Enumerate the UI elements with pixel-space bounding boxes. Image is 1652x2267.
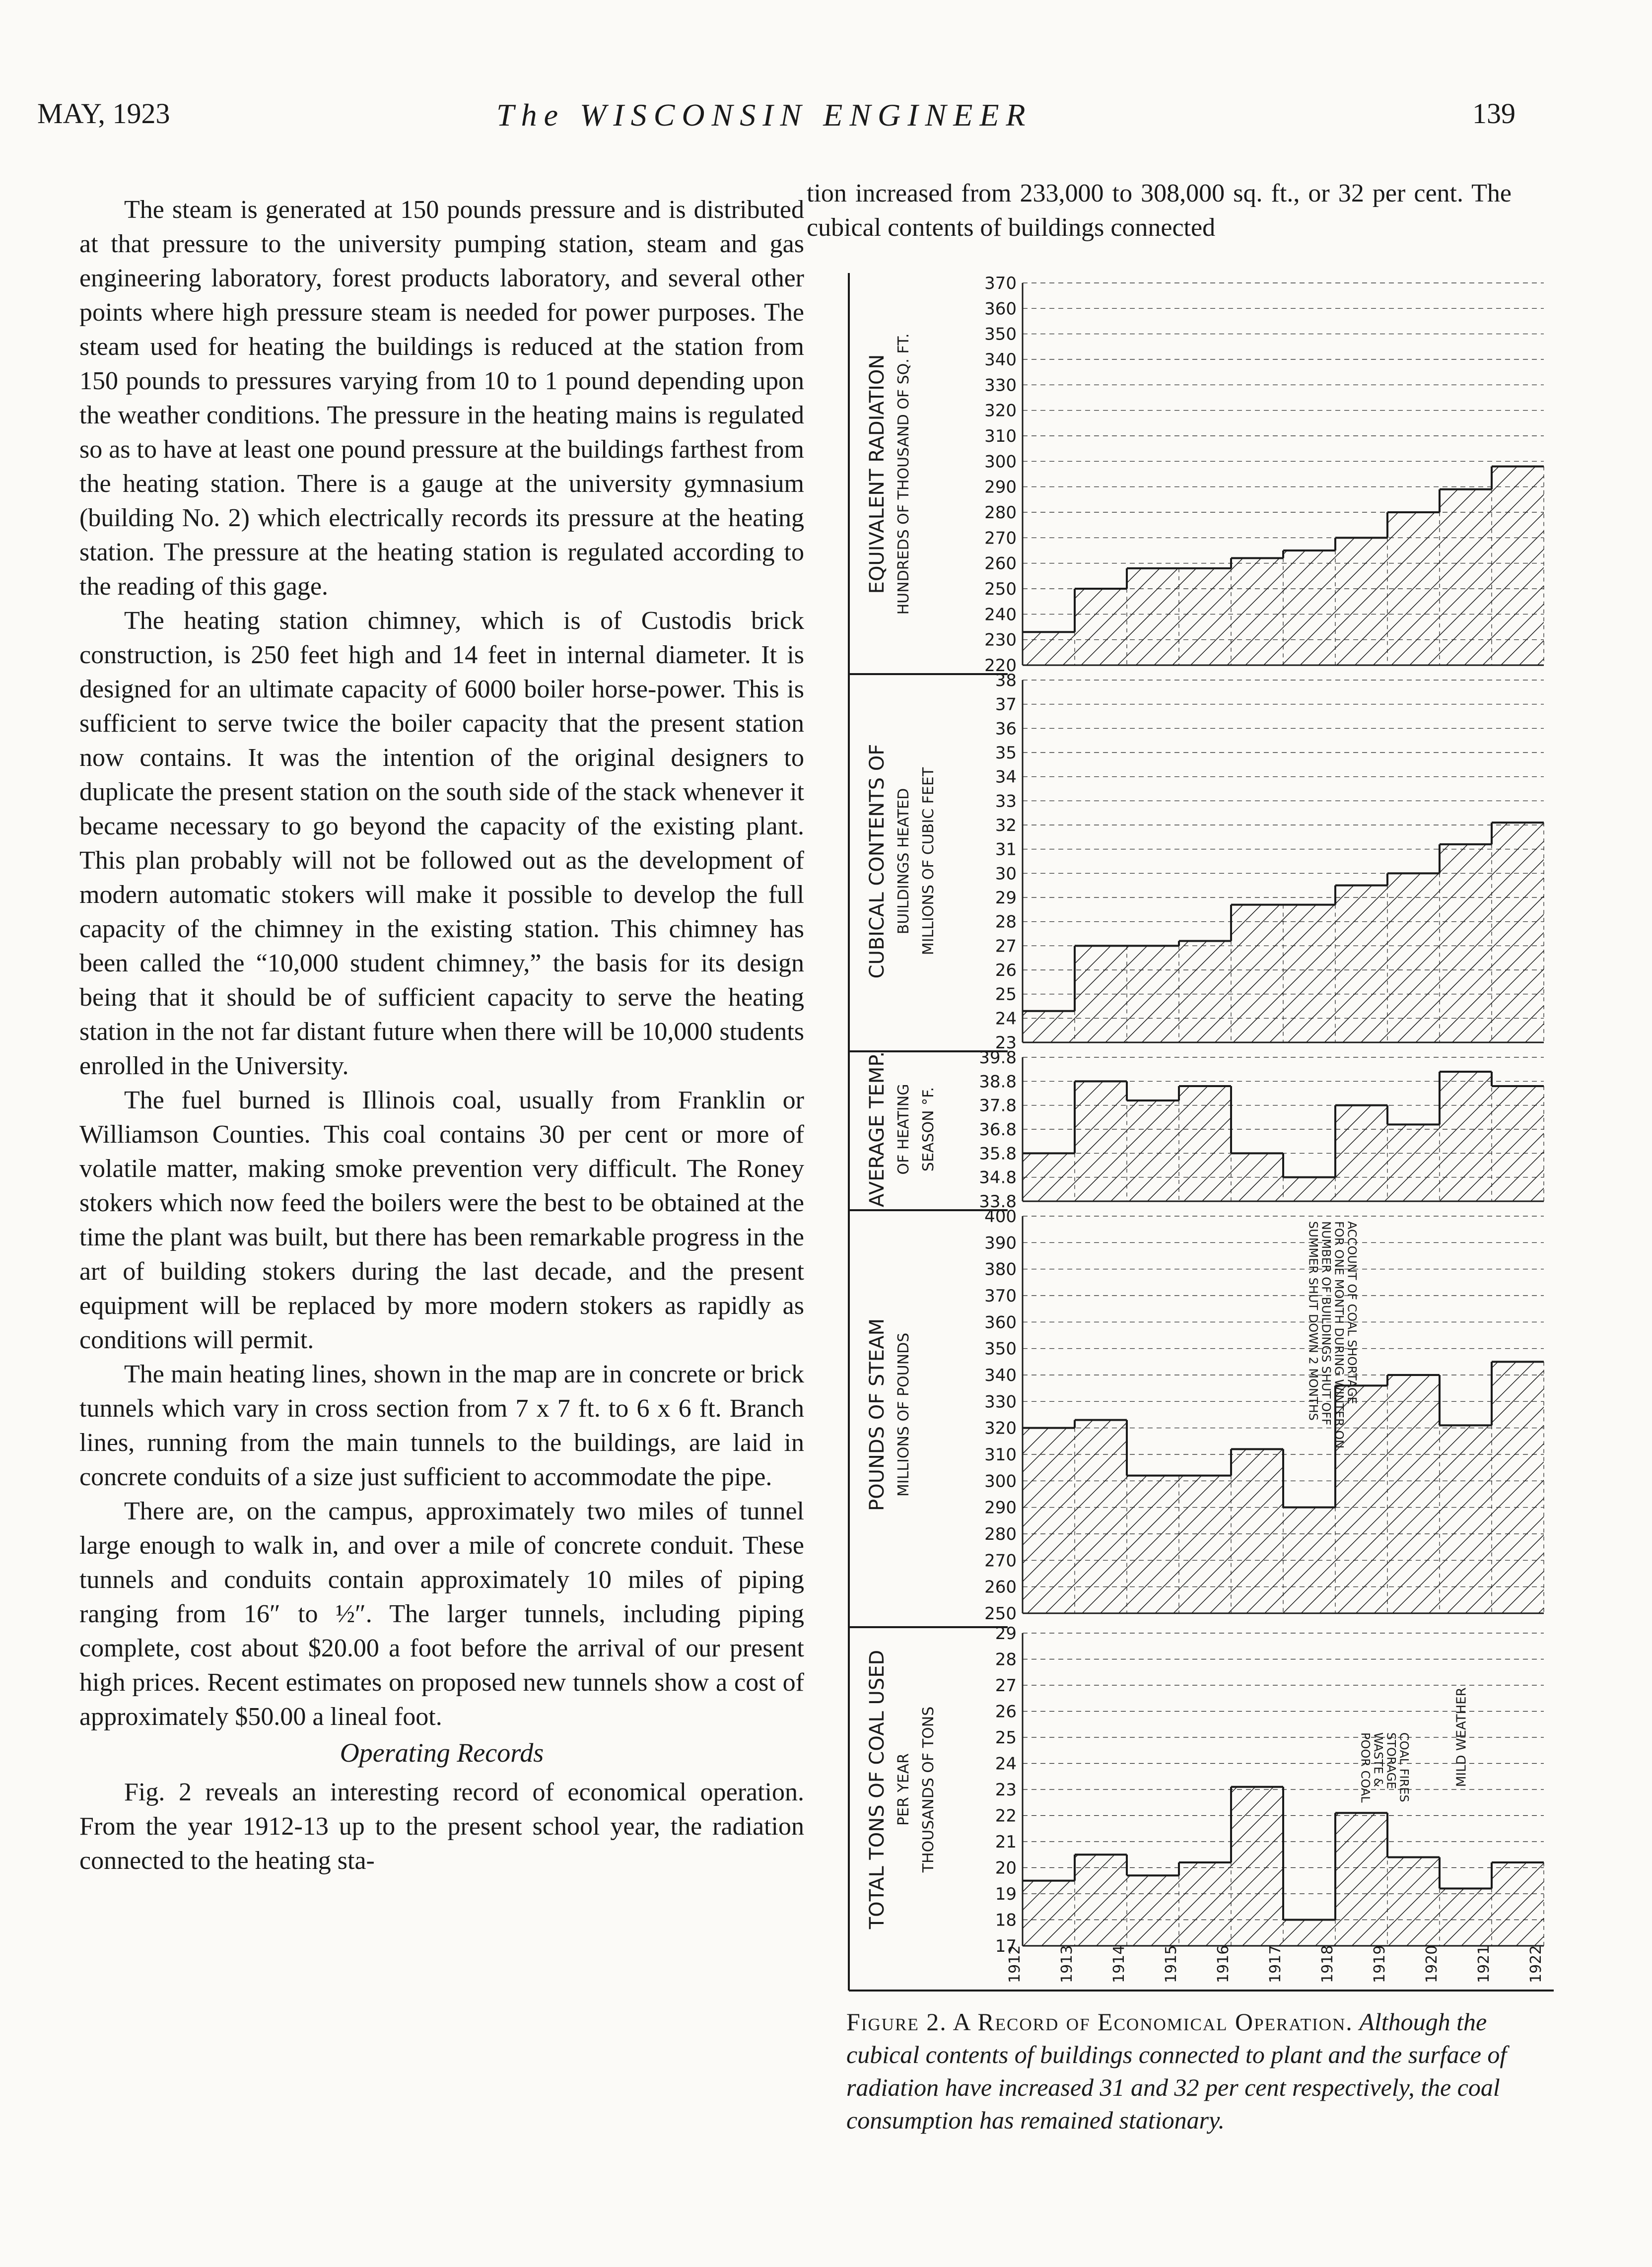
header-journal-title: The WISCONSIN ENGINEER <box>496 97 1032 133</box>
y-tick-label: 350 <box>984 1339 1017 1359</box>
y-tick-label: 260 <box>984 553 1017 574</box>
x-tick-label: 1921 <box>1475 1945 1493 1983</box>
step-bar <box>1387 873 1440 1042</box>
step-bar <box>1023 1428 1075 1613</box>
y-axis-label: PER YEAR <box>895 1753 912 1826</box>
paragraph: tion increased from 233,000 to 308,000 sq. ft., or 32 per cent. The cubical contents of buildings connected <box>807 179 1512 242</box>
y-tick-label: 38 <box>995 671 1017 690</box>
step-bar <box>1335 1813 1387 1946</box>
step-bar <box>1283 1177 1335 1201</box>
y-tick-label: 390 <box>984 1233 1017 1253</box>
step-bar <box>1492 467 1544 665</box>
step-bar <box>1283 1508 1335 1613</box>
y-axis-label: THOUSANDS OF TONS <box>920 1706 937 1873</box>
y-tick-label: 310 <box>984 426 1017 446</box>
y-tick-label: 33.8 <box>979 1192 1017 1212</box>
y-tick-label: 23 <box>995 1033 1017 1053</box>
figure-caption <box>846 2005 1551 2136</box>
step-bar <box>1387 1857 1440 1946</box>
paragraph: Fig. 2 reveals an interesting record of economical operation. From the year 1912-13 up to the present school year, the radiation connected to the heating sta- <box>79 1778 804 1875</box>
step-bar <box>1283 1920 1335 1946</box>
y-axis-label: OF HEATING <box>895 1084 912 1175</box>
step-bar <box>1387 1124 1440 1201</box>
y-tick-label: 220 <box>984 656 1017 676</box>
y-tick-label: 34 <box>995 767 1017 787</box>
step-bar <box>1127 568 1179 665</box>
x-tick-label: 1917 <box>1267 1945 1284 1983</box>
left-column <box>79 193 804 1878</box>
y-tick-label: 230 <box>984 630 1017 650</box>
step-bar <box>1440 489 1492 665</box>
step-bar <box>1023 1011 1075 1042</box>
y-tick-label: 28 <box>995 1649 1017 1670</box>
step-bar <box>1387 512 1440 665</box>
y-tick-label: 25 <box>995 984 1017 1005</box>
y-tick-label: 26 <box>995 961 1017 980</box>
y-tick-label: 260 <box>984 1577 1017 1597</box>
step-bar <box>1179 941 1231 1042</box>
y-tick-label: 38.8 <box>979 1072 1017 1092</box>
chart-annotation: WASTE & <box>1371 1732 1385 1787</box>
y-tick-label: 28 <box>995 912 1017 932</box>
y-tick-label: 35.8 <box>979 1144 1017 1164</box>
y-tick-label: 320 <box>984 401 1017 421</box>
step-bar <box>1127 1100 1179 1201</box>
paragraph: The fuel burned is Illinois coal, usually from Franklin or Williamson Counties. This coal contains 30 per cent or more of volatile matter, making smoke prevention very difficult. The Roney stokers which now feed the boilers were the best to be obtained at the time the plant was built, but there has been remarkable progress in the art of building stokers during the last decade, and the present equipment will be replaced by more modern stokers as rapidly as conditions will permit. <box>79 1086 804 1354</box>
step-bar <box>1075 1081 1127 1201</box>
step-bar <box>1283 550 1335 665</box>
y-tick-label: 17 <box>995 1936 1017 1956</box>
paragraph: The heating station chimney, which is of Custodis brick construction, is 250 feet high and 14 feet in internal diameter. It is designed for an ultimate capacity of 6000 boiler horse-power. This is sufficient to serve twice the boiler capacity that the present station now contains. It was the intention of the original designers to duplicate the present station on the south side of the stack whenever it became necessary to go beyond the capacity of the existing plant. This plan probably will not be followed out as the development of modern automatic stokers will make it possible to develop the full capacity of the chimney in the existing station. This chimney has been called the “10,000 student chimney,” the basis for its design being that it should be of sufficient capacity to serve the heating station in the not far distant future when there will be 10,000 students enrolled in the University. <box>79 607 804 1080</box>
y-tick-label: 19 <box>995 1884 1017 1904</box>
y-tick-label: 290 <box>984 477 1017 497</box>
step-bar <box>1023 1153 1075 1201</box>
y-tick-label: 240 <box>984 605 1017 625</box>
y-tick-label: 27 <box>995 936 1017 957</box>
step-bar <box>1335 538 1387 665</box>
step-bar <box>1335 1105 1387 1201</box>
y-tick-label: 370 <box>984 1286 1017 1306</box>
y-tick-label: 39.8 <box>979 1048 1017 1068</box>
y-tick-label: 380 <box>984 1259 1017 1280</box>
y-tick-label: 270 <box>984 1551 1017 1571</box>
step-bar <box>1335 886 1387 1042</box>
paragraph: The main heating lines, shown in the map are in concrete or brick tunnels which vary in cross section from 7 x 7 ft. to 6 x 6 ft. Branch lines, running from the main tunnels to the buildings, are laid in concrete conduits of a size just sufficient to accommodate the pipe. <box>79 1360 804 1491</box>
y-tick-label: 29 <box>995 888 1017 908</box>
y-tick-label: 37.8 <box>979 1096 1017 1116</box>
step-bar <box>1283 905 1335 1042</box>
y-tick-label: 33 <box>995 791 1017 812</box>
y-tick-label: 370 <box>984 274 1017 293</box>
y-tick-label: 340 <box>984 1366 1017 1385</box>
x-tick-label: 1912 <box>1006 1945 1024 1983</box>
y-tick-label: 34.8 <box>979 1168 1017 1188</box>
y-tick-label: 280 <box>984 1524 1017 1544</box>
x-tick-label: 1918 <box>1319 1945 1336 1983</box>
y-axis-label: SEASON °F. <box>920 1087 937 1172</box>
y-axis-label: HUNDREDS OF THOUSAND OF SQ. FT. <box>895 333 912 615</box>
step-bar <box>1023 1881 1075 1946</box>
chart-annotation: STORAGE <box>1384 1732 1398 1789</box>
y-tick-label: 25 <box>995 1728 1017 1748</box>
step-bar <box>1179 1862 1231 1946</box>
step-bar <box>1440 1425 1492 1613</box>
y-tick-label: 27 <box>995 1676 1017 1696</box>
chart-annotation: SUMMER SHUT DOWN 2 MONTHS <box>1306 1221 1320 1421</box>
paragraph: The steam is generated at 150 pounds pressure and is distributed at that pressure to the university pumping station, steam and gas engineering laboratory, forest products laboratory, and several other points where high pressure steam is needed for power purposes. The steam used for heating the buildings is reduced at the station from 150 pounds to pressures varying from 10 to 1 pound depending upon the weather conditions. The pressure in the heating mains is regulated so as to have at least one pound pressure at the buildings farthest from the heating station. There is a gauge at the university gymnasium (building No. 2) which electrically records its pressure at the heating station. The pressure at the heating station is regulated according to the reading of this gage. <box>79 196 804 601</box>
y-tick-label: 290 <box>984 1498 1017 1518</box>
step-bar <box>1492 823 1544 1042</box>
step-bar <box>1179 1086 1231 1201</box>
step-bar <box>1440 1072 1492 1201</box>
step-bar <box>1231 1153 1283 1201</box>
y-tick-label: 37 <box>995 694 1017 715</box>
y-tick-label: 20 <box>995 1858 1017 1878</box>
step-bar <box>1075 946 1127 1042</box>
chart-annotation: COAL FIRES <box>1397 1732 1411 1802</box>
y-tick-label: 24 <box>995 1754 1017 1774</box>
y-axis-label: CUBICAL CONTENTS OF <box>866 744 889 979</box>
y-axis-label: AVERAGE TEMP. <box>866 1051 889 1208</box>
step-bar <box>1127 1476 1179 1613</box>
y-tick-label: 340 <box>984 350 1017 370</box>
header-date: MAY, 1923 <box>37 97 170 130</box>
y-tick-label: 30 <box>995 864 1017 884</box>
step-bar <box>1075 589 1127 665</box>
step-bar <box>1492 1862 1544 1946</box>
y-tick-label: 280 <box>984 503 1017 523</box>
y-tick-label: 400 <box>984 1207 1017 1227</box>
step-bar <box>1127 946 1179 1042</box>
y-axis-label: EQUIVALENT RADIATION <box>866 354 889 594</box>
y-axis-label: MILLIONS OF POUNDS <box>895 1332 912 1497</box>
chart-annotation: ACCOUNT OF COAL SHORTAGE <box>1345 1221 1359 1404</box>
section-heading: Operating Records <box>340 1738 544 1768</box>
paragraph: There are, on the campus, approximately two miles of tunnel large enough to walk in, and over a mile of concrete conduit. These tunnels and conduits contain approximately 10 miles of piping ranging from 16″ to ½″. The larger tunnels, including piping complete, cost about $20.00 a foot before the arrival of our present high prices. Recent estimates on proposed new tunnels show a cost of approximately $50.00 a lineal foot. <box>79 1497 804 1731</box>
step-bar <box>1440 844 1492 1042</box>
y-tick-label: 350 <box>984 324 1017 344</box>
y-tick-label: 24 <box>995 1009 1017 1029</box>
y-tick-label: 300 <box>984 452 1017 472</box>
page-number: 139 <box>1472 97 1515 130</box>
step-bar <box>1387 1375 1440 1613</box>
y-axis-label: POUNDS OF STEAM <box>866 1318 889 1511</box>
y-tick-label: 360 <box>984 299 1017 319</box>
chart-annotation: POOR COAL <box>1358 1732 1373 1803</box>
step-bar <box>1023 632 1075 665</box>
y-tick-label: 320 <box>984 1418 1017 1439</box>
x-tick-label: 1915 <box>1163 1945 1180 1983</box>
figure-2-chart <box>839 268 1559 2020</box>
step-bar <box>1179 568 1231 665</box>
x-tick-label: 1916 <box>1215 1945 1232 1983</box>
x-tick-label: 1914 <box>1110 1945 1128 1983</box>
y-axis-label: TOTAL TONS OF COAL USED <box>866 1649 889 1929</box>
x-tick-label: 1913 <box>1058 1945 1076 1983</box>
step-bar <box>1075 1855 1127 1946</box>
chart-annotation: FOR ONE MONTH DURING WINTER ON <box>1332 1221 1346 1449</box>
y-tick-label: 300 <box>984 1471 1017 1492</box>
step-bar <box>1492 1362 1544 1613</box>
y-tick-label: 21 <box>995 1832 1017 1852</box>
step-bar <box>1231 1449 1283 1613</box>
y-tick-label: 270 <box>984 528 1017 549</box>
y-tick-label: 36.8 <box>979 1120 1017 1140</box>
y-tick-label: 18 <box>995 1910 1017 1930</box>
chart-svg <box>839 268 1559 2020</box>
y-tick-label: 330 <box>984 1392 1017 1412</box>
x-tick-label: 1919 <box>1371 1945 1388 1983</box>
y-tick-label: 31 <box>995 839 1017 860</box>
y-tick-label: 330 <box>984 375 1017 396</box>
step-bar <box>1440 1889 1492 1946</box>
y-tick-label: 26 <box>995 1702 1017 1722</box>
y-tick-label: 32 <box>995 816 1017 835</box>
caption-head: Figure 2. A Record of Economical Operation. <box>846 2008 1353 2036</box>
step-bar <box>1231 558 1283 665</box>
y-tick-label: 360 <box>984 1312 1017 1333</box>
step-bar <box>1075 1420 1127 1613</box>
step-bar <box>1179 1476 1231 1613</box>
y-tick-label: 250 <box>984 1604 1017 1624</box>
y-tick-label: 35 <box>995 743 1017 763</box>
caption-body: Although the cubical contents of buildings connected to plant and the surface of radiation have increased 31 and 32 per cent respectively, the coal consumption has remained stationary. <box>846 2008 1507 2134</box>
y-tick-label: 23 <box>995 1780 1017 1800</box>
step-bar <box>1231 905 1283 1042</box>
x-tick-label: 1922 <box>1527 1945 1545 1983</box>
y-tick-label: 36 <box>995 719 1017 739</box>
y-tick-label: 29 <box>995 1624 1017 1644</box>
step-bar <box>1127 1875 1179 1946</box>
y-axis-label: BUILDINGS HEATED <box>895 788 912 935</box>
y-tick-label: 310 <box>984 1445 1017 1465</box>
step-bar <box>1492 1086 1544 1201</box>
step-bar <box>1231 1787 1283 1946</box>
chart-annotation: NUMBER OF BUILDINGS SHUT OFF <box>1319 1221 1333 1426</box>
y-axis-label: MILLIONS OF CUBIC FEET <box>920 767 937 956</box>
y-tick-label: 250 <box>984 579 1017 599</box>
y-tick-label: 22 <box>995 1806 1017 1826</box>
chart-annotation: MILD WEATHER <box>1454 1687 1469 1787</box>
right-column <box>807 176 1512 245</box>
x-tick-label: 1920 <box>1423 1945 1441 1983</box>
